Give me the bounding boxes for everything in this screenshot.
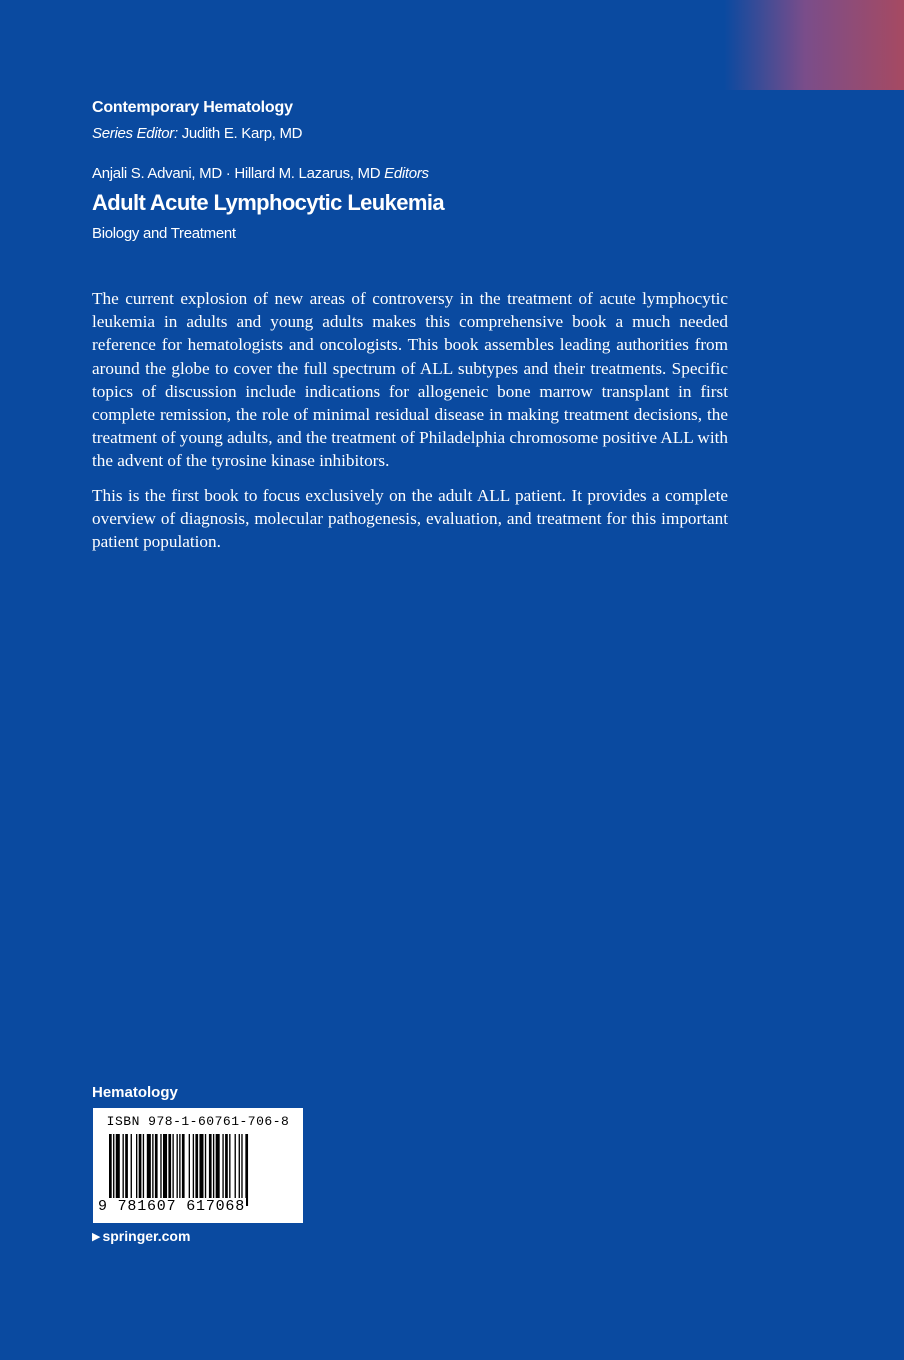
barcode-bar (195, 1134, 198, 1206)
barcode-bar (216, 1134, 220, 1206)
barcode-bar (245, 1134, 248, 1206)
barcode-bar (160, 1134, 161, 1206)
barcode-bar (179, 1134, 180, 1206)
barcode-bar (199, 1134, 203, 1206)
barcode-bar (177, 1134, 178, 1206)
barcode-bar (109, 1134, 112, 1206)
barcode-bar (229, 1134, 230, 1206)
book-title: Adult Acute Lymphocytic Leukemia (92, 190, 445, 215)
book-description (92, 287, 728, 564)
barcode-bar (182, 1134, 185, 1206)
barcode-bar (189, 1134, 190, 1206)
barcode-bar (209, 1134, 212, 1206)
book-subtitle: Biology and Treatment (92, 225, 236, 242)
ean-digits (97, 1198, 299, 1215)
barcode-bar (136, 1134, 137, 1206)
publisher-url[interactable]: springer.com (102, 1228, 191, 1244)
barcode-bar (241, 1134, 242, 1206)
series-editor (92, 125, 302, 142)
publisher-link[interactable] (92, 1228, 190, 1244)
isbn-text: ISBN 978-1-60761-706-8 (106, 1114, 290, 1129)
subject-category: Hematology (92, 1084, 178, 1101)
barcode-bar (205, 1134, 206, 1206)
barcode-bar (147, 1134, 151, 1206)
description-paragraph: This is the first book to focus exclusively on the adult ALL patient. It provides a complete overview of diagnosis, molecular pathogenesis, evaluation, and treatment for this important patient population. (92, 485, 728, 552)
editor-names: Anjali S. Advani, MD · Hillard M. Lazarus, MD (92, 165, 381, 182)
corner-gradient-decoration (724, 0, 904, 90)
series-editor-name: Judith E. Karp, MD (181, 125, 303, 142)
barcode-bar (213, 1134, 214, 1206)
barcode-bar (235, 1134, 236, 1206)
barcode-bar (152, 1134, 153, 1206)
barcode-bar (131, 1134, 132, 1206)
barcode-bar (172, 1134, 173, 1206)
barcode-bar (168, 1134, 171, 1206)
barcode-bar (155, 1134, 158, 1206)
book-editors (92, 165, 429, 182)
barcode-bar (143, 1134, 144, 1206)
barcode-bar (239, 1134, 240, 1206)
description-paragraph: The current explosion of new areas of controversy in the treatment of acute lymphocytic leukemia in adults and young adults makes this comprehensive book a much needed reference for hematologists and oncologists. This book assembles leading authorities from around the globe to cover the full spectrum of ALL subtypes and their treatments. Specific topics of discussion include indications for allogeneic bone marrow transplant in first complete remission, the role of minimal residual disease in making treatment decisions, the treatment of young adults, and the treatment of Philadelphia chromosome positive ALL with the advent of the tyrosine kinase inhibitors. (92, 289, 728, 471)
barcode-bar (222, 1134, 223, 1206)
barcode-bar (125, 1134, 128, 1206)
series-title: Contemporary Hematology (92, 99, 293, 116)
barcode-bar (225, 1134, 228, 1206)
ean-digits-text: 9 781607 617068 (98, 1198, 246, 1215)
barcode-bar (139, 1134, 142, 1206)
barcode-bar (123, 1134, 124, 1206)
barcode-bar (116, 1134, 120, 1206)
triangle-right-icon: ▶ (92, 1231, 101, 1243)
editors-label: Editors (384, 165, 429, 182)
barcode-bar (163, 1134, 167, 1206)
barcode-bars (109, 1134, 293, 1206)
series-editor-label: Series Editor: (92, 125, 178, 142)
barcode-bar (193, 1134, 194, 1206)
barcode-bar (113, 1134, 114, 1206)
isbn-barcode (93, 1108, 303, 1223)
